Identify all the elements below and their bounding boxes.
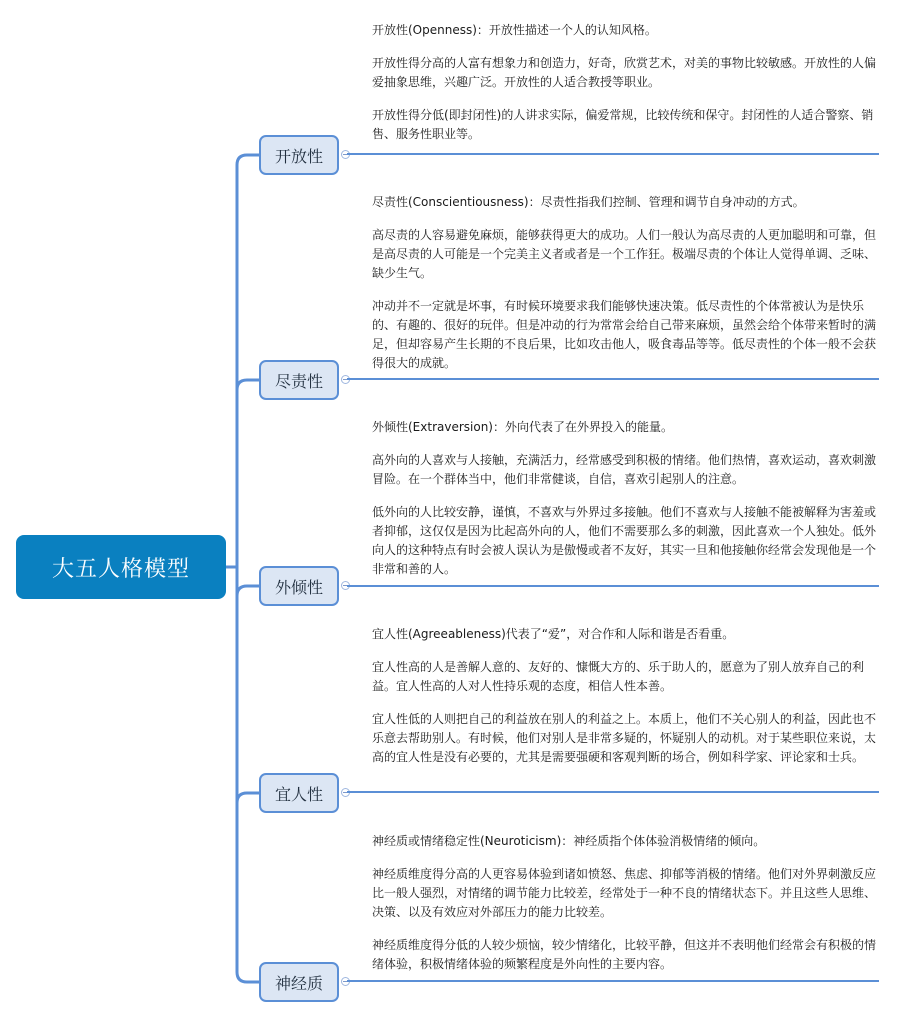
note-paragraph: 尽责性(Conscientiousness)：尽责性指我们控制、管理和调节自身冲动的方式。	[372, 195, 805, 209]
note-paragraph: 开放性得分低(即封闭性)的人讲求实际，偏爱常规，比较传统和保守。封闭性的人适合警察、销售、服务性职业等。	[372, 108, 874, 141]
note-paragraph: 神经质维度得分高的人更容易体验到诸如愤怒、焦虑、抑郁等消极的情绪。他们对外界刺激反应比一般人强烈，对情绪的调节能力比较差，经常处于一种不良的情绪状态下。并且这些人思维、决策、以及有效应对外部压力的能力比较差。	[372, 867, 877, 919]
note-paragraph: 开放性得分高的人富有想象力和创造力，好奇，欣赏艺术，对美的事物比较敏感。开放性的人偏爱抽象思维，兴趣广泛。开放性的人适合教授等职业。	[372, 56, 877, 89]
note-paragraph: 低外向的人比较安静，谨慎，不喜欢与外界过多接触。他们不喜欢与人接触不能被解释为害羞或者抑郁，这仅仅是因为比起高外向的人，他们不需要那么多的刺激，因此喜欢一个人独处。低外向人的这种特点有时会被人误认为是傲慢或者不友好，其实一旦和他接触你经常会发现他是一个非常和善的人。	[372, 505, 877, 576]
topic-label: 尽责性	[274, 371, 323, 391]
note-paragraph: 开放性(Openness)：开放性描述一个人的认知风格。	[372, 23, 657, 37]
topic-neuroticism[interactable]	[259, 962, 339, 1002]
note-extraversion	[372, 418, 877, 593]
note-paragraph: 神经质维度得分低的人较少烦恼，较少情绪化，比较平静，但这并不表明他们经常会有积极的情绪体验，积极情绪体验的频繁程度是外向性的主要内容。	[372, 938, 877, 971]
note-paragraph: 宜人性高的人是善解人意的、友好的、慷慨大方的、乐于助人的，愿意为了别人放弃自己的利益。宜人性高的人对人性持乐观的态度，相信人性本善。	[372, 660, 865, 693]
topic-conscientiousness[interactable]	[259, 360, 339, 400]
note-neuroticism	[372, 832, 877, 988]
note-agreeableness	[372, 625, 877, 781]
topic-agreeableness[interactable]	[259, 773, 339, 813]
note-paragraph: 高尽责的人容易避免麻烦，能够获得更大的成功。人们一般认为高尽责的人更加聪明和可靠，但是高尽责的人可能是一个完美主义者或者是一个工作狂。极端尽责的个体让人觉得单调、乏味、缺少生气。	[372, 228, 877, 280]
root-label: 大五人格模型	[51, 556, 190, 582]
topic-extraversion[interactable]	[259, 566, 339, 606]
branch-underline	[347, 585, 879, 587]
topic-label: 开放性	[274, 146, 323, 166]
note-paragraph: 宜人性低的人则把自己的利益放在别人的利益之上。本质上，他们不关心别人的利益，因此也不乐意去帮助别人。有时候，他们对别人是非常多疑的，怀疑别人的动机。对于某些职位来说，太高的宜人性是没有必要的，尤其是需要强硬和客观判断的场合，例如科学家、评论家和士兵。	[372, 712, 877, 764]
note-paragraph: 冲动并不一定就是坏事，有时候环境要求我们能够快速决策。低尽责性的个体常被认为是快乐的、有趣的、很好的玩伴。但是冲动的行为常常会给自己带来麻烦，虽然会给个体带来暂时的满足，但却容易产生长期的不良后果，比如攻击他人，吸食毒品等等。低尽责性的个体一般不会获得很大的成就。	[372, 299, 877, 370]
branch-underline	[347, 791, 879, 793]
topic-label: 神经质	[274, 973, 323, 993]
note-paragraph: 宜人性(Agreeableness)代表了“爱”，对合作和人际和谐是否看重。	[372, 627, 735, 641]
root-node[interactable]	[16, 535, 226, 599]
topic-label: 宜人性	[274, 784, 323, 804]
branch-underline	[347, 980, 879, 982]
note-paragraph: 外倾性(Extraversion)：外向代表了在外界投入的能量。	[372, 420, 673, 434]
note-paragraph: 神经质或情绪稳定性(Neuroticism)：神经质指个体体验消极情绪的倾向。	[372, 834, 766, 848]
note-openness	[372, 21, 877, 158]
topic-openness[interactable]	[259, 135, 339, 175]
branch-underline	[347, 378, 879, 380]
note-paragraph: 高外向的人喜欢与人接触，充满活力，经常感受到积极的情绪。他们热情，喜欢运动，喜欢刺激冒险。在一个群体当中，他们非常健谈，自信，喜欢引起别人的注意。	[372, 453, 877, 486]
branch-underline	[347, 153, 879, 155]
topic-label: 外倾性	[274, 577, 323, 597]
note-conscientiousness	[372, 193, 877, 387]
